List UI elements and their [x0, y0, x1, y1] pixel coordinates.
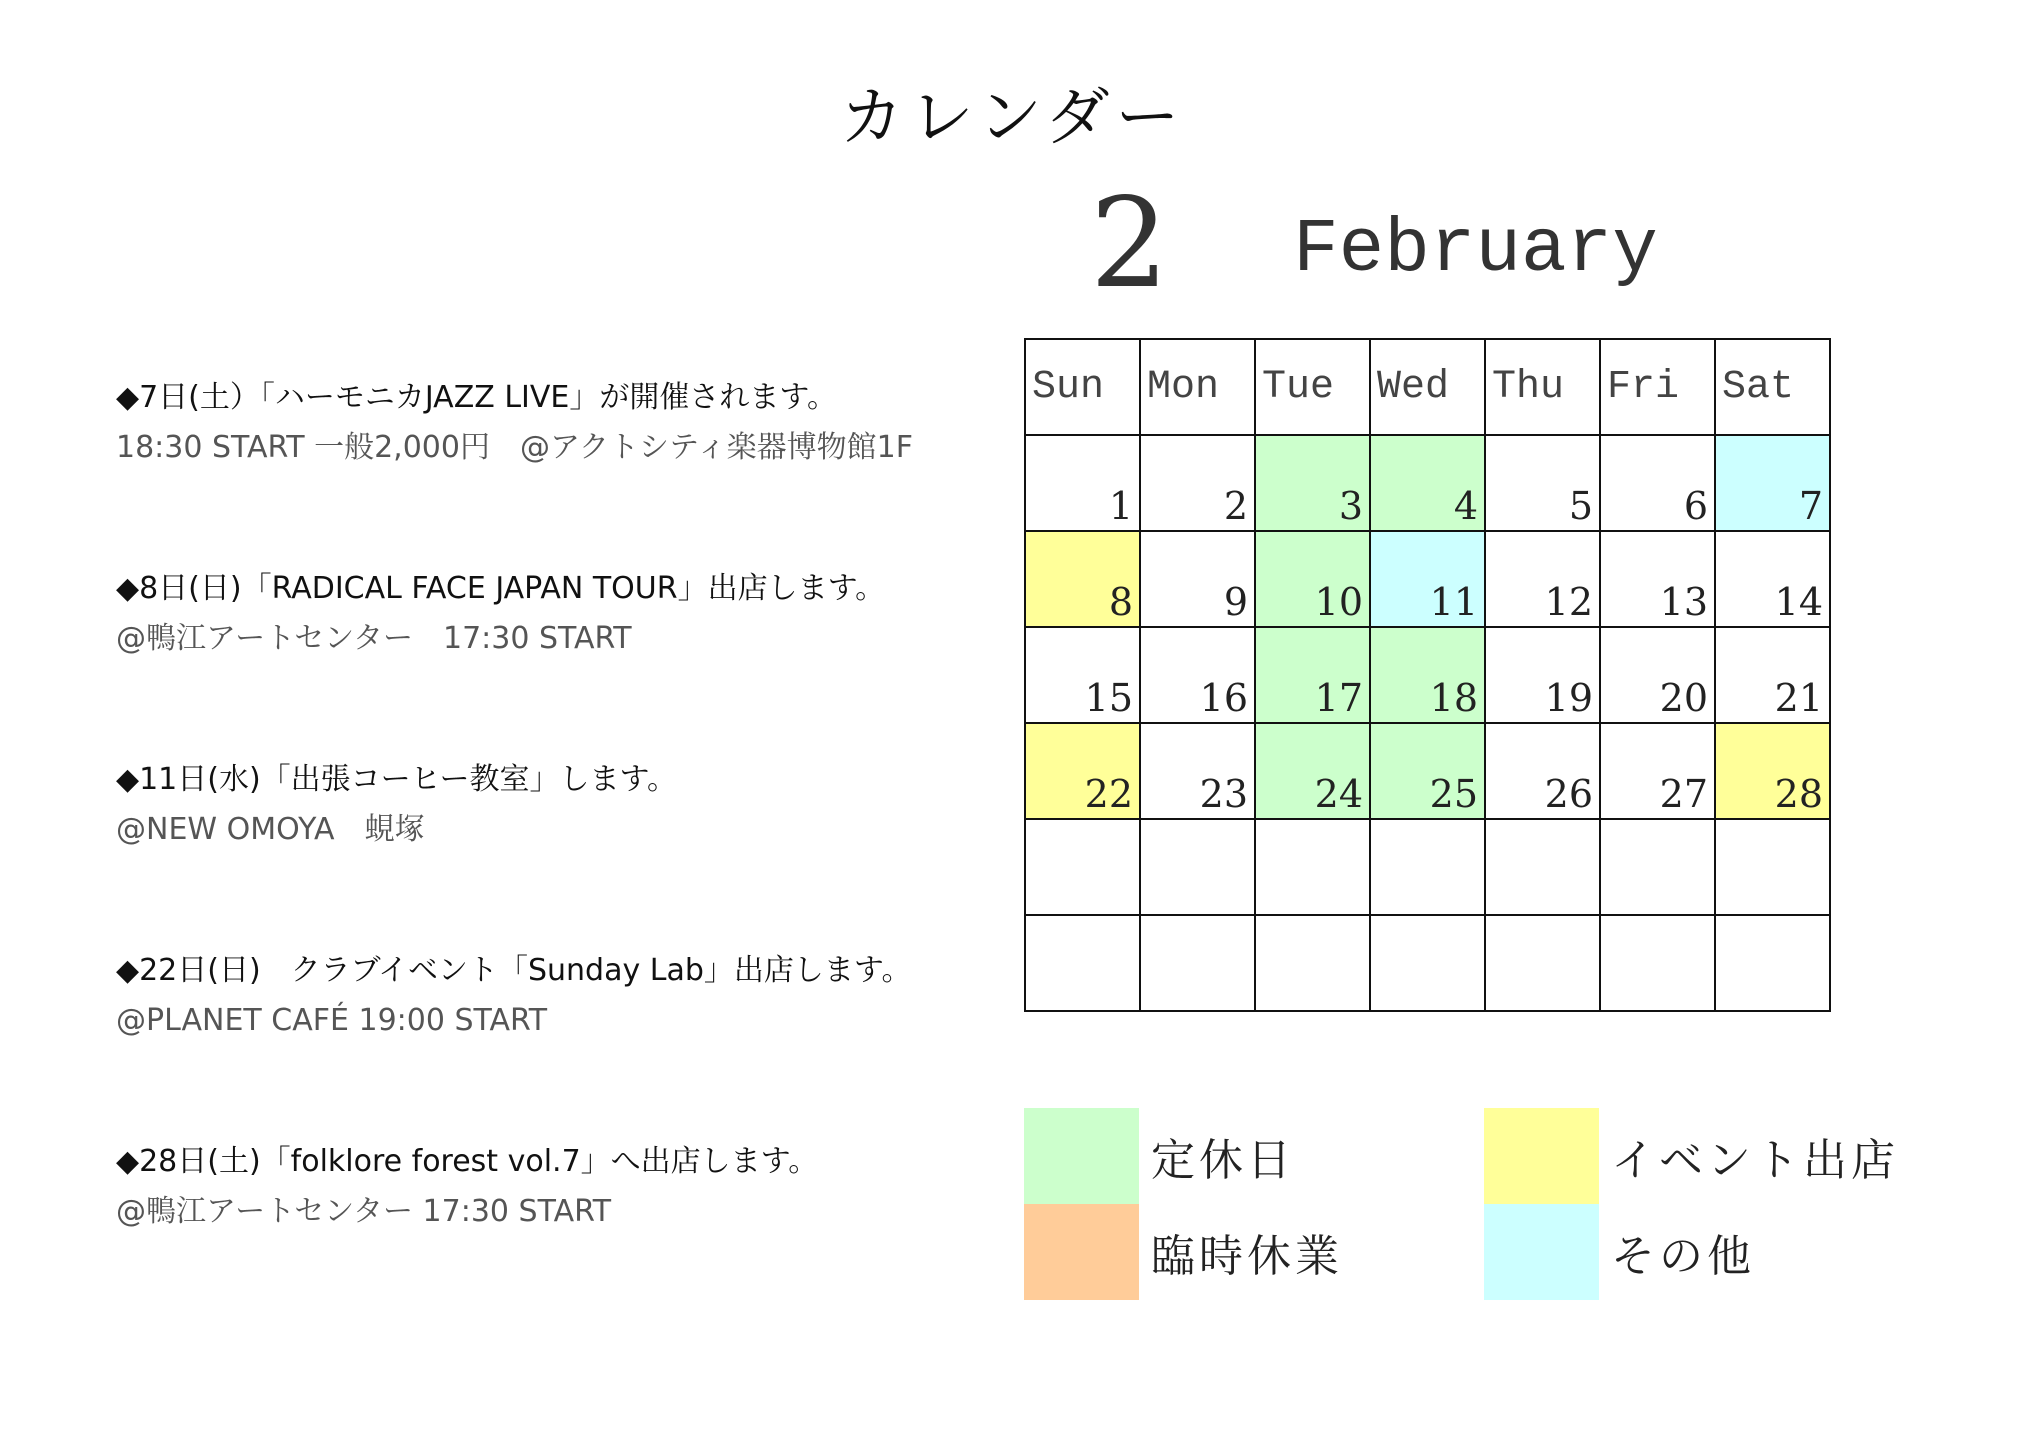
- day-cell: 28: [1715, 723, 1830, 819]
- day-cell: [1600, 915, 1715, 1011]
- week-row: [1025, 531, 1830, 627]
- day-cell: 9: [1140, 531, 1255, 627]
- day-cell: [1370, 819, 1485, 915]
- day-cell: 27: [1600, 723, 1715, 819]
- day-cell: [1715, 915, 1830, 1011]
- legend-label: イベント出店: [1611, 1135, 1899, 1186]
- week-row: [1025, 435, 1830, 531]
- day-cell: 16: [1140, 627, 1255, 723]
- event-item: [116, 571, 996, 657]
- legend: [1024, 1108, 1924, 1300]
- day-cell: [1370, 915, 1485, 1011]
- weekday-header: Fri: [1600, 339, 1715, 435]
- day-cell: [1025, 915, 1140, 1011]
- event-title: ◆28日(土)「folklore forest vol.7」へ出店します。: [116, 1144, 819, 1179]
- day-cell: 18: [1370, 627, 1485, 723]
- event-item: [116, 380, 996, 466]
- legend-label: その他: [1611, 1231, 1755, 1282]
- event-item: [116, 953, 996, 1039]
- event-title: ◆22日(日) クラブイベント「Sunday Lab」出店します。: [116, 953, 912, 988]
- event-title: ◆8日(日)「RADICAL FACE JAPAN TOUR」出店します。: [116, 571, 886, 606]
- day-cell: [1140, 915, 1255, 1011]
- legend-item-other: [1484, 1204, 1755, 1300]
- event-detail: @NEW OMOYA 蜆塚: [116, 812, 425, 847]
- day-cell: 6: [1600, 435, 1715, 531]
- day-cell: 14: [1715, 531, 1830, 627]
- legend-swatch-temporary: [1024, 1204, 1139, 1300]
- calendar-grid: [1024, 338, 1831, 1012]
- weekday-header: Thu: [1485, 339, 1600, 435]
- legend-swatch-other: [1484, 1204, 1599, 1300]
- day-cell: 25: [1370, 723, 1485, 819]
- event-item: [116, 1144, 996, 1230]
- day-cell: 4: [1370, 435, 1485, 531]
- day-cell: 11: [1370, 531, 1485, 627]
- event-item: [116, 762, 996, 848]
- day-cell: 10: [1255, 531, 1370, 627]
- month-number: 2: [1090, 172, 1169, 316]
- legend-swatch-event: [1484, 1108, 1599, 1204]
- event-detail: @鴨江アートセンター 17:30 START: [116, 1194, 612, 1229]
- day-cell: [1140, 819, 1255, 915]
- day-cell: 22: [1025, 723, 1140, 819]
- day-cell: 5: [1485, 435, 1600, 531]
- day-cell: 1: [1025, 435, 1140, 531]
- event-title: ◆7日(土）「ハーモニカJAZZ LIVE」が開催されます。: [116, 380, 837, 415]
- day-cell: [1485, 819, 1600, 915]
- day-cell: [1255, 915, 1370, 1011]
- weekday-header: Sat: [1715, 339, 1830, 435]
- weekday-header-row: [1025, 339, 1830, 435]
- day-cell: 15: [1025, 627, 1140, 723]
- page-title: カレンダー: [839, 81, 1186, 155]
- day-cell: 2: [1140, 435, 1255, 531]
- weekday-header: Tue: [1255, 339, 1370, 435]
- day-cell: 26: [1485, 723, 1600, 819]
- event-detail: 18:30 START 一般2,000円 @アクトシティ楽器博物館1F: [116, 430, 914, 465]
- month-name: February: [1293, 207, 1658, 293]
- day-cell: 8: [1025, 531, 1140, 627]
- event-detail: @PLANET CAFÉ 19:00 START: [116, 1003, 548, 1038]
- legend-item-closed: [1024, 1108, 1295, 1204]
- week-row: [1025, 723, 1830, 819]
- day-cell: 24: [1255, 723, 1370, 819]
- week-row: [1025, 819, 1830, 915]
- event-detail: @鴨江アートセンター 17:30 START: [116, 621, 632, 656]
- legend-label: 臨時休業: [1151, 1231, 1343, 1282]
- day-cell: [1255, 819, 1370, 915]
- weekday-header: Sun: [1025, 339, 1140, 435]
- day-cell: [1600, 819, 1715, 915]
- legend-item-event: [1484, 1108, 1899, 1204]
- legend-label: 定休日: [1151, 1135, 1295, 1186]
- event-title: ◆11日(水)「出張コーヒー教室」します。: [116, 762, 678, 797]
- day-cell: 23: [1140, 723, 1255, 819]
- weekday-header: Wed: [1370, 339, 1485, 435]
- day-cell: 17: [1255, 627, 1370, 723]
- day-cell: 7: [1715, 435, 1830, 531]
- day-cell: 13: [1600, 531, 1715, 627]
- day-cell: [1025, 819, 1140, 915]
- day-cell: [1715, 819, 1830, 915]
- legend-item-temporary: [1024, 1204, 1343, 1300]
- day-cell: 3: [1255, 435, 1370, 531]
- day-cell: [1485, 915, 1600, 1011]
- day-cell: 12: [1485, 531, 1600, 627]
- legend-swatch-closed: [1024, 1108, 1139, 1204]
- weekday-header: Mon: [1140, 339, 1255, 435]
- week-row: [1025, 627, 1830, 723]
- day-cell: 20: [1600, 627, 1715, 723]
- day-cell: 21: [1715, 627, 1830, 723]
- week-row: [1025, 915, 1830, 1011]
- day-cell: 19: [1485, 627, 1600, 723]
